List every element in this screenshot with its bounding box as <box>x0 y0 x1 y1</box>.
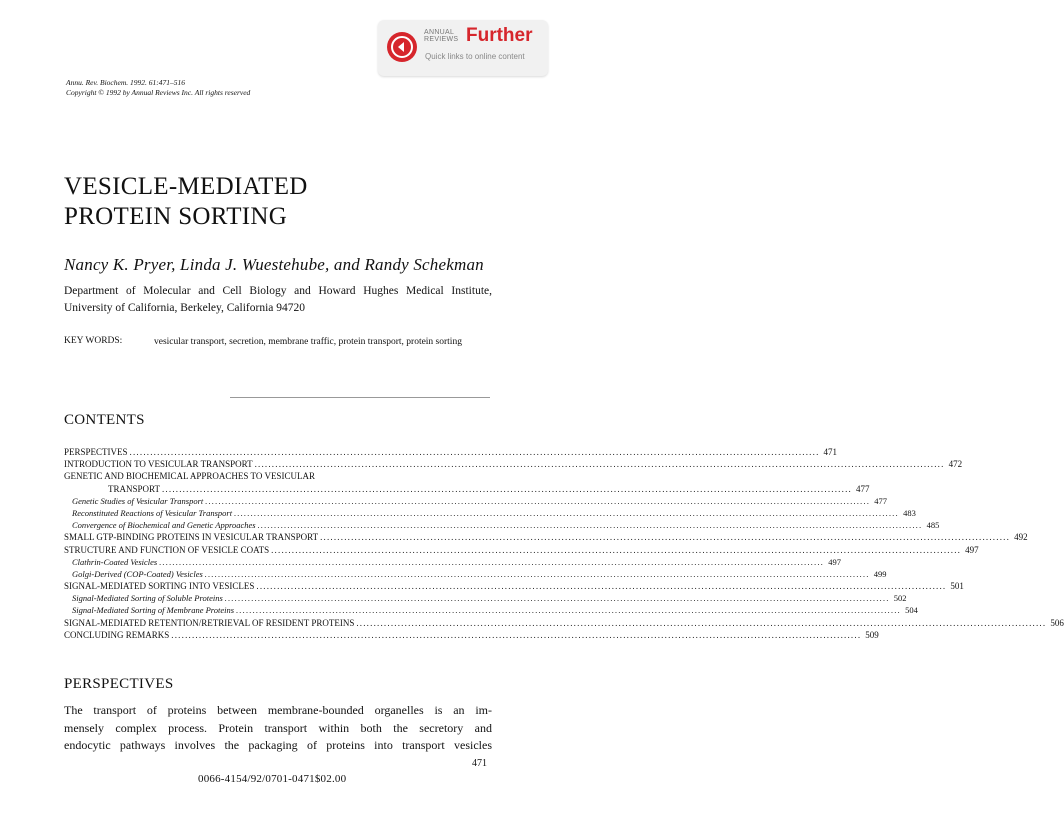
toc-entry-page: 497 <box>828 556 841 567</box>
toc-entry-label: Genetic Studies of Vesicular Transport <box>72 495 204 506</box>
toc-entry[interactable] <box>64 519 940 531</box>
toc-leader-dots: ........................................................................................................................................................................................................ <box>205 495 871 506</box>
keywords-text: vesicular transport, secretion, membrane traffic, protein transport, protein sorting <box>154 337 462 347</box>
page-number: 471 <box>472 758 487 769</box>
toc-entry[interactable] <box>64 592 907 604</box>
toc-entry[interactable] <box>64 483 870 495</box>
toc-entry-page: 509 <box>865 629 879 640</box>
copyright-line: Copyright © 1992 by Annual Reviews Inc. All rights reserved <box>66 88 251 97</box>
toc-leader-dots: ........................................................................................................................................................................................................ <box>254 459 945 470</box>
contents-heading: CONTENTS <box>64 412 145 428</box>
journal-citation: Annu. Rev. Biochem. 1992. 61:471–516 <box>66 78 186 87</box>
toc-entry-label: INTRODUCTION TO VESICULAR TRANSPORT <box>64 459 253 470</box>
toc-entry[interactable] <box>64 617 1064 629</box>
toc-entry-label: GENETIC AND BIOCHEMICAL APPROACHES TO VESICULAR <box>64 471 315 482</box>
toc-leader-dots: ........................................................................................................................................................................................................ <box>356 617 1047 628</box>
badge-brand: ANNUAL REVIEWS <box>424 29 459 43</box>
toc-entry-page: 499 <box>873 568 887 579</box>
toc-entry[interactable] <box>64 580 964 592</box>
badge-further-label: Further <box>466 25 533 46</box>
article-title: VESICLE-MEDIATED PROTEIN SORTING <box>64 173 308 230</box>
toc-entry-page: 477 <box>874 495 888 506</box>
toc-leader-dots: ........................................................................................................................................................................................................ <box>159 556 825 567</box>
divider <box>230 397 490 398</box>
toc-entry-label: SIGNAL-MEDIATED RETENTION/RETRIEVAL OF RESIDENT PROTEINS <box>64 617 355 628</box>
toc-entry[interactable] <box>64 458 963 470</box>
toc-entry-label: Clathrin-Coated Vesicles <box>72 556 158 567</box>
toc-entry-page: 506 <box>1050 617 1064 628</box>
toc-leader-dots: ........................................................................................................................................................................................................ <box>234 507 900 518</box>
toc-leader-dots: ........................................................................................................................................................................................................ <box>161 483 852 494</box>
toc-entry-label: PERSPECTIVES <box>64 447 128 457</box>
toc-entry-page: 472 <box>948 459 963 470</box>
table-of-contents <box>64 446 1064 641</box>
toc-entry-label: STRUCTURE AND FUNCTION OF VESICLE COATS <box>64 544 270 555</box>
toc-leader-dots: ........................................................................................................................................................................................................ <box>171 629 862 640</box>
toc-entry-label: Signal-Mediated Sorting of Membrane Proteins <box>72 605 235 616</box>
toc-entry-page: 492 <box>1014 532 1028 543</box>
toc-entry-page: 504 <box>905 605 918 616</box>
toc-entry-page: 497 <box>965 544 979 555</box>
toc-entry-page: 483 <box>903 507 916 518</box>
toc-entry[interactable] <box>64 507 916 519</box>
toc-entry[interactable] <box>64 556 841 568</box>
toc-entry[interactable] <box>64 629 879 641</box>
badge-subtitle: Quick links to online content <box>425 52 525 61</box>
toc-leader-dots: ........................................................................................................................................................................................................ <box>320 532 1011 543</box>
toc-entry[interactable] <box>64 604 918 616</box>
toc-entry[interactable] <box>64 531 1028 543</box>
toc-entry-label: Convergence of Biochemical and Genetic Approaches <box>72 520 256 531</box>
toc-leader-dots: ........................................................................................................................................................................................................ <box>271 544 962 555</box>
toc-entry-page: 485 <box>926 520 940 531</box>
toc-entry-page: 502 <box>893 593 907 604</box>
toc-leader-dots: ........................................................................................................................................................................................................ <box>256 581 947 592</box>
toc-entry[interactable] <box>64 568 887 580</box>
toc-entry-label: Signal-Mediated Sorting of Soluble Proteins <box>72 593 223 604</box>
toc-leader-dots: ........................................................................................................................................................................................................ <box>129 447 820 457</box>
toc-leader-dots: ........................................................................................................................................................................................................ <box>236 605 902 616</box>
toc-leader-dots: ........................................................................................................................................................................................................ <box>257 520 923 531</box>
annual-reviews-further-badge[interactable] <box>378 20 548 76</box>
authors: Nancy K. Pryer, Linda J. Wuestehube, and Randy Schekman <box>64 255 484 274</box>
keywords-label: KEY WORDS: <box>64 336 123 346</box>
toc-entry-label: TRANSPORT <box>108 483 160 494</box>
toc-entry[interactable] <box>64 544 979 556</box>
toc-entry-label: SMALL GTP-BINDING PROTEINS IN VESICULAR TRANSPORT <box>64 532 319 543</box>
toc-entry[interactable] <box>64 470 492 482</box>
section-heading: PERSPECTIVES <box>64 676 174 692</box>
toc-entry[interactable] <box>64 495 888 507</box>
toc-entry-label: SIGNAL-MEDIATED SORTING INTO VESICLES <box>64 581 255 592</box>
affiliation: Department of Molecular and Cell Biology and Howard Hughes Medical Institute, University of California, Berkeley, California 94720 <box>64 285 492 314</box>
toc-entry-page: 501 <box>950 581 964 592</box>
toc-entry[interactable] <box>64 446 838 458</box>
toc-entry-label: CONCLUDING REMARKS <box>64 629 170 640</box>
toc-entry-page: 471 <box>823 447 838 457</box>
play-circle-icon <box>387 32 417 62</box>
toc-leader-dots: ........................................................................................................................................................................................................ <box>224 593 890 604</box>
article-code: 0066-4154/92/0701-0471$02.00 <box>198 773 347 785</box>
toc-leader-dots: ........................................................................................................................................................................................................ <box>204 568 870 579</box>
body-paragraph: The transport of proteins between membrane-bounded organelles is an im- mensely complex process. Protein transport within both the secretory and endocytic pathways involves the packaging of proteins into transport vesicles <box>64 703 492 752</box>
toc-entry-page: 477 <box>855 483 870 494</box>
journal-reference <box>66 78 250 98</box>
toc-entry-label: Reconstituted Reactions of Vesicular Transport <box>72 507 233 518</box>
toc-entry-label: Golgi-Derived (COP-Coated) Vesicles <box>72 568 203 579</box>
